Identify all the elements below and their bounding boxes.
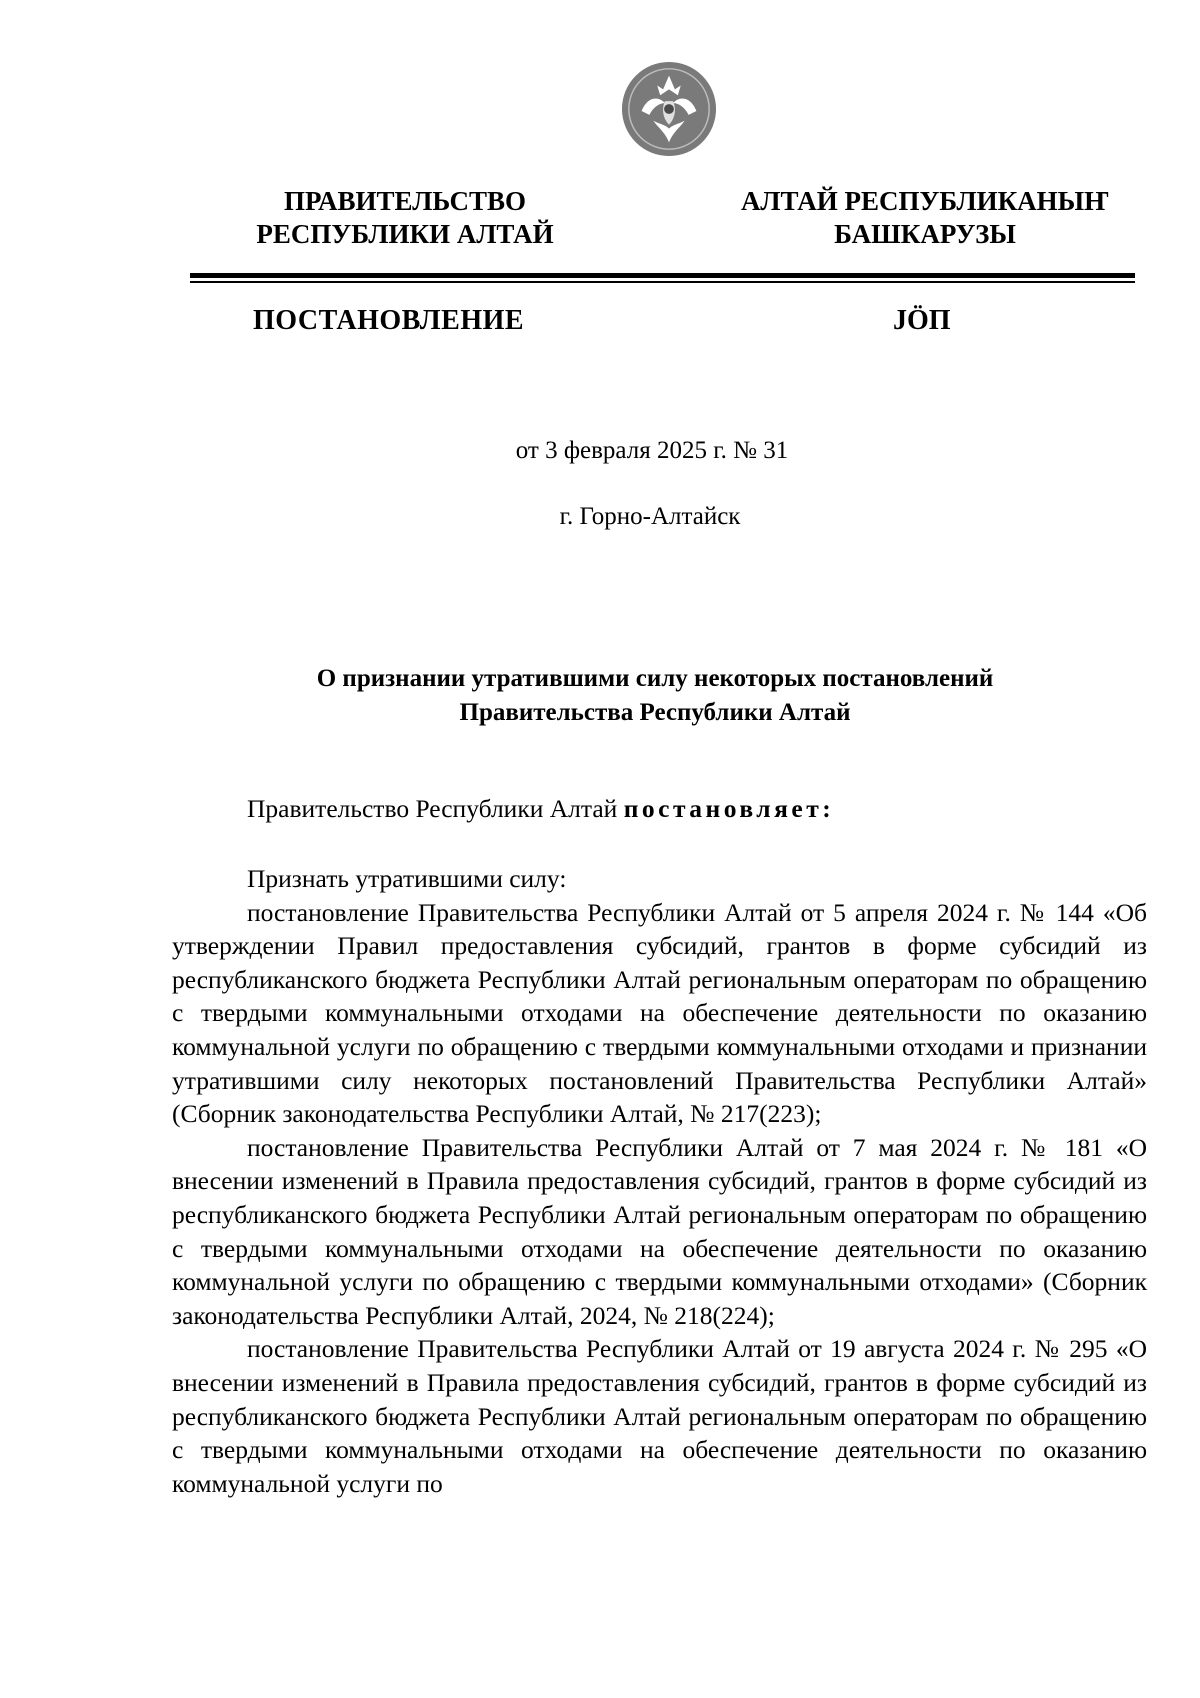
government-name-russian — [230, 185, 580, 251]
document-title — [230, 662, 1080, 730]
decree-body — [172, 862, 1147, 1500]
decides-word: постановляет: — [623, 794, 835, 823]
government-name-line2: РЕСПУБЛИКИ АЛТАЙ — [256, 219, 554, 249]
document-type-russian: ПОСТАНОВЛЕНИЕ — [253, 305, 525, 336]
list-item: постановление Правительства Республики Алтай от 7 мая 2024 г. № 181 «О внесении изменений в Правила предоставления субсидий, грантов в форме субсидий из республиканского бюджета Республики Алтай региональным операторам по обращению с твердыми коммунальными отходами на обеспечение деятельности по оказанию коммунальной услуги по обращению с твердыми коммунальными отходами» (Сборник законодательства Республики Алтай, 2024, № 218(224); — [172, 1132, 1147, 1330]
intro-paragraph — [172, 792, 1147, 826]
lead-paragraph: Признать утратившими силу: — [247, 864, 567, 893]
list-item: постановление Правительства Республики Алтай от 5 апреля 2024 г. № 144 «Об утверждении Правил предоставления субсидий, грантов в форме субсидий из республиканского бюджета Республики Алтай региональным операторам по обращению с твердыми коммунальными отходами на обеспечение деятельности по оказанию коммунальной услуги по обращению с твердыми коммунальными отходами и признании утратившими силу некоторых постановлений Правительства Республики Алтай» (Сборник законодательства Республики Алтай, № 217(223); — [172, 897, 1147, 1129]
republic-emblem-icon — [620, 60, 718, 158]
header-divider-thin — [190, 281, 1135, 283]
document-place: г. Горно-Алтайск — [559, 503, 741, 530]
intro-text: Правительство Республики Алтай — [247, 794, 624, 823]
government-name-line1: ПРАВИТЕЛЬСТВО — [283, 186, 527, 216]
document-title-line2: Правительства Республики Алтай — [459, 699, 851, 726]
government-name-altai — [725, 185, 1125, 251]
government-name-altai-line1: АЛТАЙ РЕСПУБЛИКАНЫҤ — [740, 186, 1110, 216]
document-type-altai: JӦП — [893, 305, 951, 336]
list-item: постановление Правительства Республики Алтай от 19 августа 2024 г. № 295 «О внесении изменений в Правила предоставления субсидий, грантов в форме субсидий из республиканского бюджета Республики Алтай региональным операторам по обращению с твердыми коммунальными отходами на обеспечение деятельности по оказанию коммунальной услуги по — [172, 1334, 1147, 1498]
document-title-line1: О признании утратившими силу некоторых постановлений — [316, 665, 994, 692]
government-name-altai-line2: БАШКАРУЗЫ — [834, 219, 1016, 249]
header-divider-thick — [190, 273, 1135, 278]
document-date-number: от 3 февраля 2025 г. № 31 — [515, 437, 789, 464]
